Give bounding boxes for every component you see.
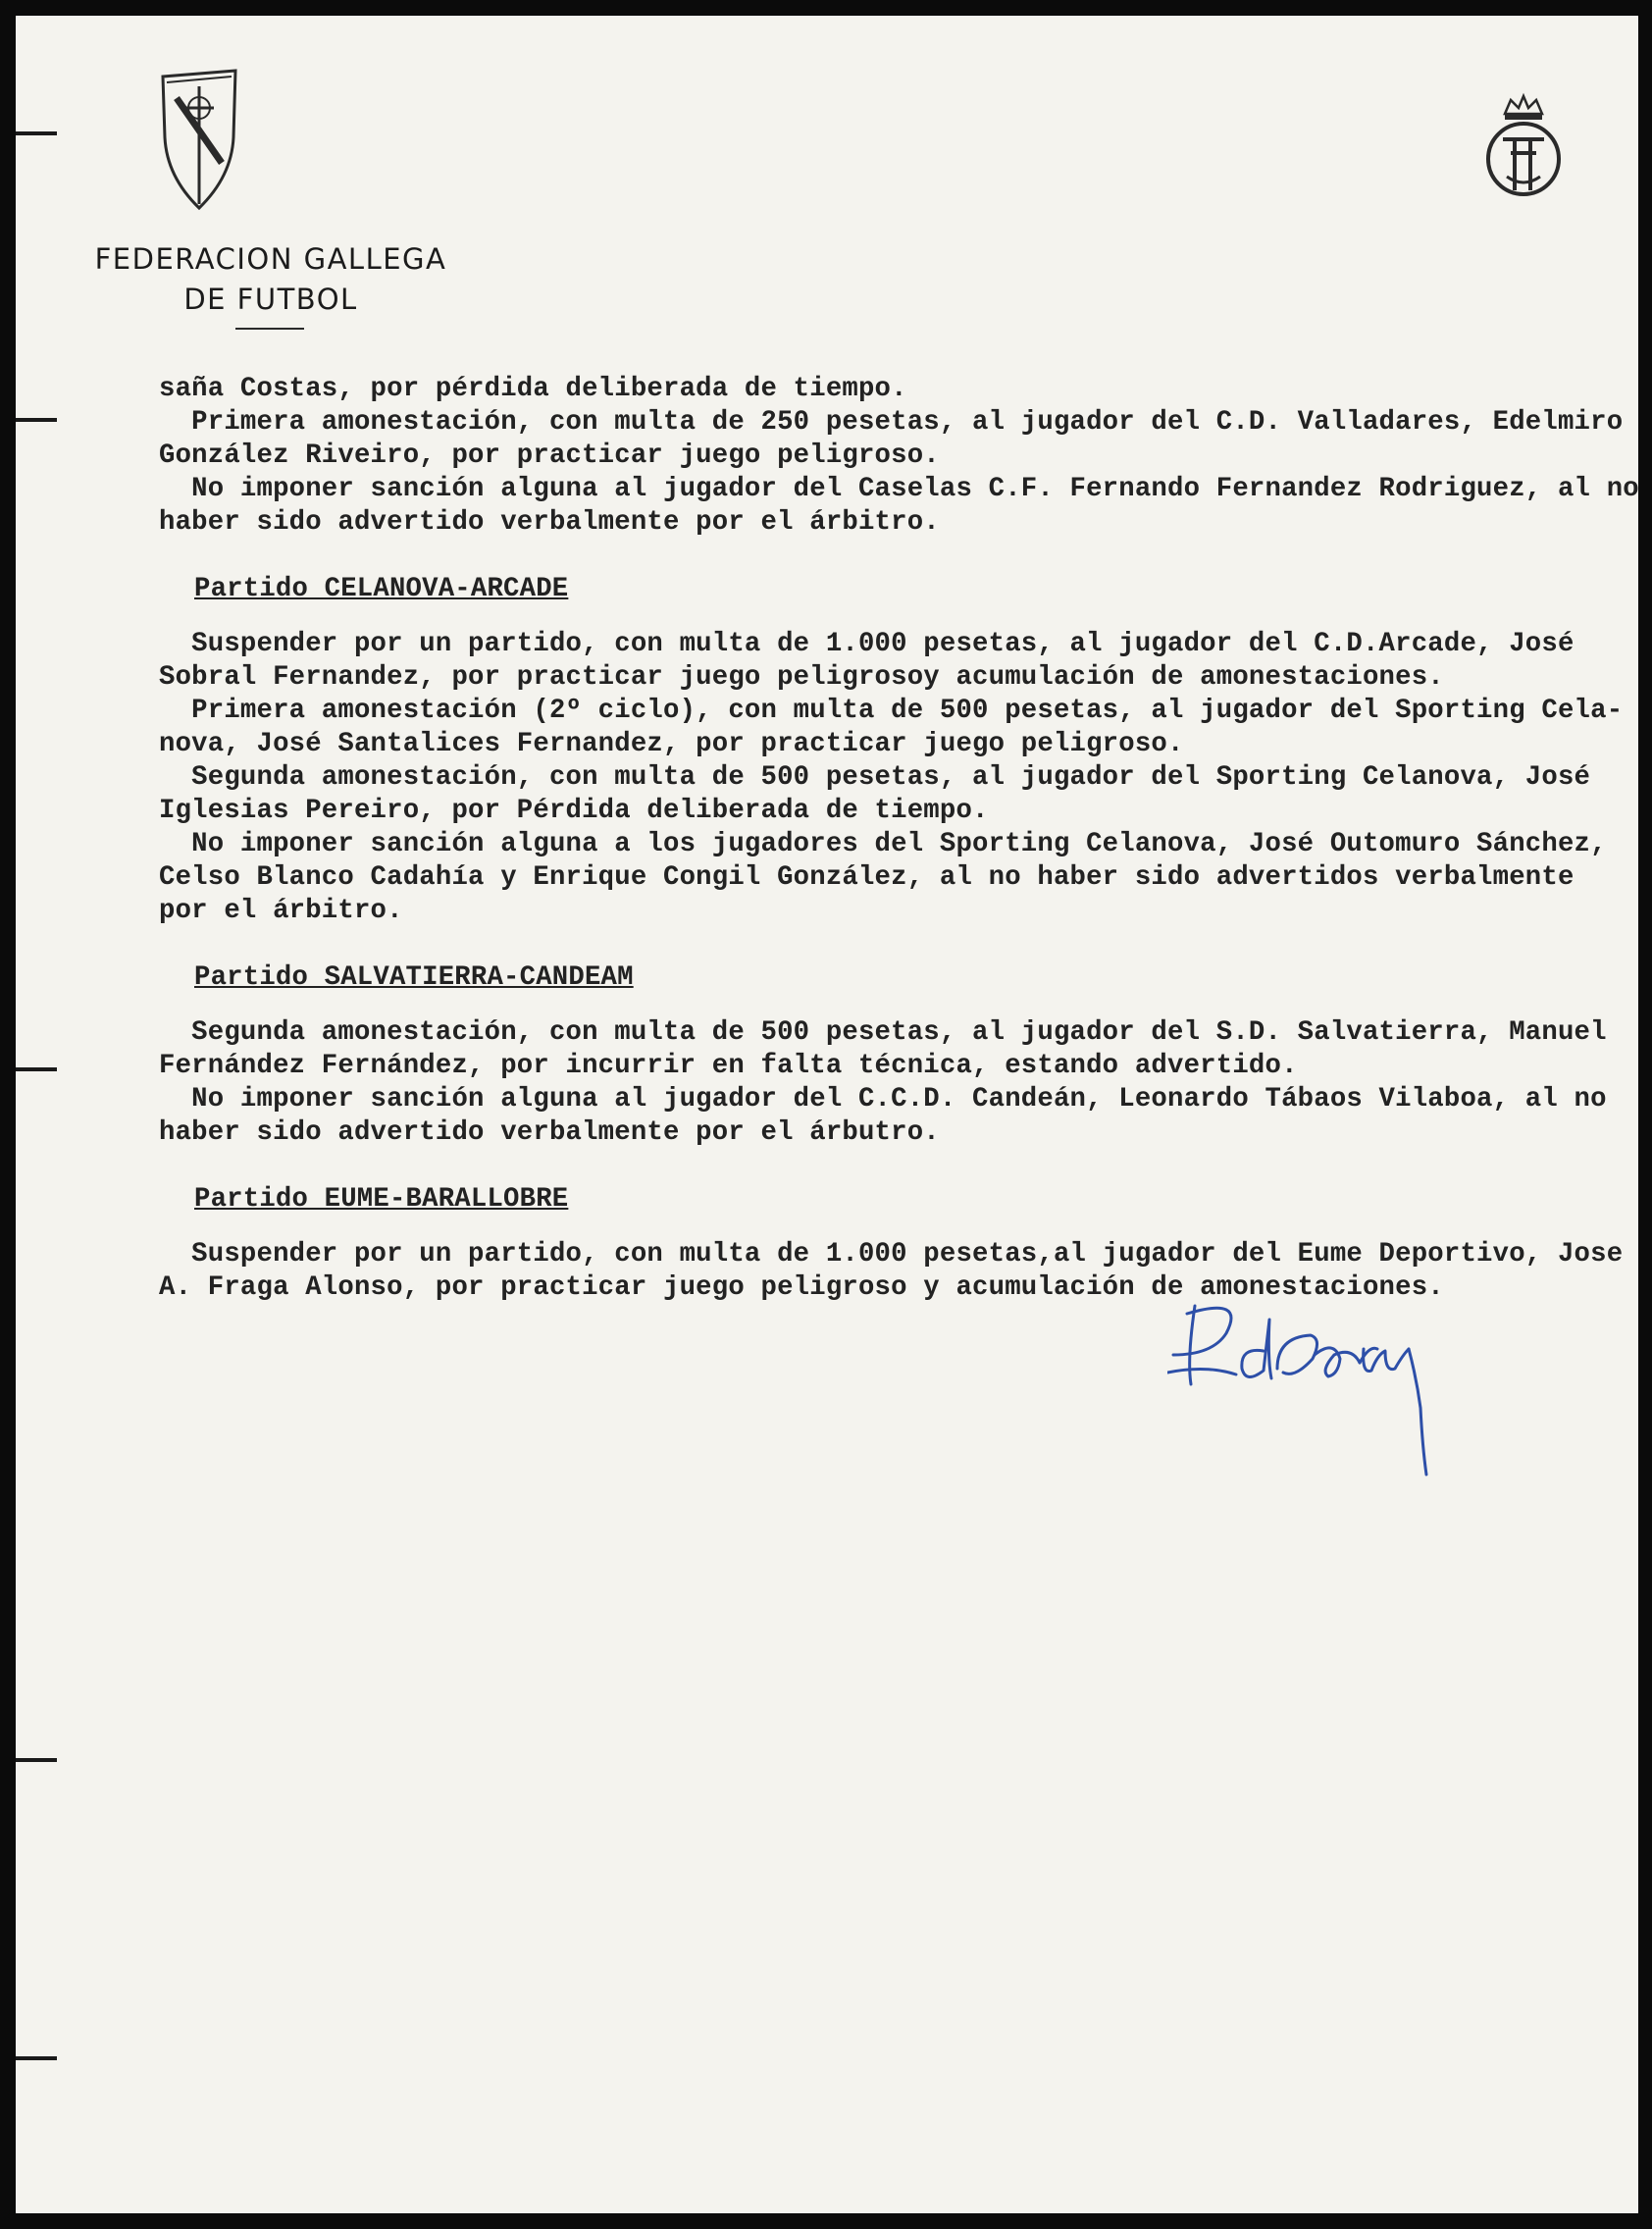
- text-line: saña Costas, por pérdida deliberada de tiempo.: [159, 374, 907, 404]
- section-heading: Partido CELANOVA-ARCADE: [194, 574, 569, 604]
- section-heading: Partido SALVATIERRA-CANDEAM: [194, 962, 634, 993]
- text-line: Sobral Fernandez, por practicar juego peligrosoy acumulación de amonestaciones.: [159, 662, 1444, 693]
- section-heading: Partido EUME-BARALLOBRE: [194, 1184, 569, 1215]
- text-line: Fernández Fernández, por incurrir en falta técnica, estando advertido.: [159, 1051, 1298, 1081]
- binder-punch-mark: [16, 418, 57, 422]
- binder-punch-mark: [16, 1067, 57, 1071]
- text-line: haber sido advertido verbalmente por el árbutro.: [159, 1117, 940, 1148]
- letterhead-divider: [235, 328, 304, 330]
- organization-name: [65, 239, 477, 320]
- text-line: A. Fraga Alonso, por practicar juego peligroso y acumulación de amonestaciones.: [159, 1272, 1444, 1303]
- organization-name-line-2: DE FUTBOL: [183, 283, 358, 316]
- document-body: [159, 373, 1640, 1305]
- text-line: Primera amonestación (2º ciclo), con multa de 500 pesetas, al jugador del Sporting Cela-: [159, 696, 1624, 726]
- text-line: Iglesias Pereiro, por Pérdida deliberada de tiempo.: [159, 796, 989, 826]
- binder-punch-mark: [16, 1758, 57, 1762]
- text-line: Segunda amonestación, con multa de 500 pesetas, al jugador del Sporting Celanova, José: [159, 762, 1591, 793]
- text-line: nova, José Santalices Fernandez, por practicar juego peligroso.: [159, 729, 1184, 759]
- galician-federation-shield-icon: [157, 69, 241, 212]
- organization-name-line-1: FEDERACION GALLEGA: [94, 242, 447, 276]
- binder-punch-mark: [16, 131, 57, 135]
- spanish-federation-crown-crest-icon: [1481, 92, 1566, 202]
- handwritten-signature-icon: [1167, 1300, 1540, 1486]
- text-line: No imponer sanción alguna a los jugadores del Sporting Celanova, José Outomuro Sánchez,: [159, 829, 1607, 859]
- text-line: Suspender por un partido, con multa de 1.000 pesetas,al jugador del Eume Deportivo, Jose: [159, 1239, 1624, 1270]
- text-line: No imponer sanción alguna al jugador del C.C.D. Candeán, Leonardo Tábaos Vilaboa, al no: [159, 1084, 1607, 1114]
- text-line: No imponer sanción alguna al jugador del Caselas C.F. Fernando Fernandez Rodriguez, al no: [159, 474, 1639, 504]
- text-line: González Riveiro, por practicar juego peligroso.: [159, 441, 940, 471]
- text-line: haber sido advertido verbalmente por el árbitro.: [159, 507, 940, 538]
- text-line: por el árbitro.: [159, 896, 403, 926]
- text-line: Segunda amonestación, con multa de 500 pesetas, al jugador del S.D. Salvatierra, Manuel: [159, 1017, 1607, 1048]
- binder-punch-mark: [16, 2056, 57, 2060]
- text-line: Primera amonestación, con multa de 250 pesetas, al jugador del C.D. Valladares, Edelmiro: [159, 407, 1624, 438]
- text-line: Celso Blanco Cadahía y Enrique Congil González, al no haber sido advertidos verbalmente: [159, 862, 1575, 893]
- text-line: Suspender por un partido, con multa de 1.000 pesetas, al jugador del C.D.Arcade, José: [159, 629, 1575, 659]
